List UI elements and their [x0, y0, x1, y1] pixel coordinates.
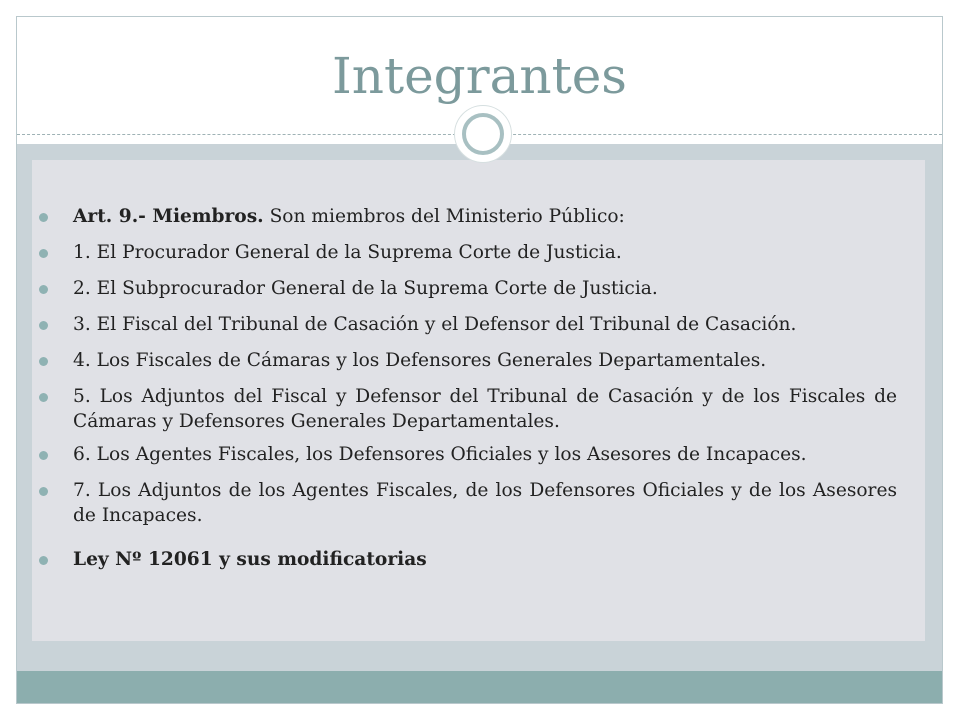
list-item — [39, 348, 897, 373]
list-item-text: 5. Los Adjuntos del Fiscal y Defensor del Tribunal de Casación y de los Fiscales de Cámaras y Defensores Generales Departamentales. — [73, 386, 897, 432]
list-item — [39, 204, 897, 229]
slide — [16, 16, 943, 704]
bullet-dot-icon — [39, 393, 48, 402]
list-item-text: 2. El Subprocurador General de la Suprema Corte de Justicia. — [73, 278, 658, 299]
article-heading: Art. 9.- Miembros. — [73, 206, 264, 227]
list-item — [39, 478, 897, 528]
bullet-dot-icon — [39, 321, 48, 330]
list-item — [39, 442, 897, 467]
list-item-text: 1. El Procurador General de la Suprema Corte de Justicia. — [73, 242, 622, 263]
list-item-text: 6. Los Agentes Fiscales, los Defensores Oficiales y los Asesores de Incapaces. — [73, 444, 807, 465]
footer-bar — [17, 671, 942, 704]
bullet-dot-icon — [39, 556, 48, 565]
list-item — [39, 384, 897, 434]
bullet-dot-icon — [39, 451, 48, 460]
bullet-dot-icon — [39, 285, 48, 294]
list-item-text: 3. El Fiscal del Tribunal de Casación y el Defensor del Tribunal de Casación. — [73, 314, 797, 335]
bullet-dot-icon — [39, 357, 48, 366]
circle-ornament-icon — [455, 106, 511, 162]
list-item-text: Son miembros del Ministerio Público: — [263, 206, 625, 227]
bullet-dot-icon — [39, 213, 48, 222]
list-item — [39, 547, 897, 572]
bullet-dot-icon — [39, 487, 48, 496]
list-item-text: 7. Los Adjuntos de los Agentes Fiscales, de los Defensores Oficiales y de los Asesores de Incapaces. — [73, 480, 897, 526]
list-item — [39, 312, 897, 337]
list-item-text: 4. Los Fiscales de Cámaras y los Defensores Generales Departamentales. — [73, 350, 767, 371]
bullet-dot-icon — [39, 249, 48, 258]
slide-title: Integrantes — [332, 47, 627, 105]
list-item — [39, 240, 897, 265]
bullet-list — [39, 204, 897, 583]
list-item — [39, 276, 897, 301]
law-reference: Ley Nº 12061 y sus modificatorias — [73, 549, 427, 570]
